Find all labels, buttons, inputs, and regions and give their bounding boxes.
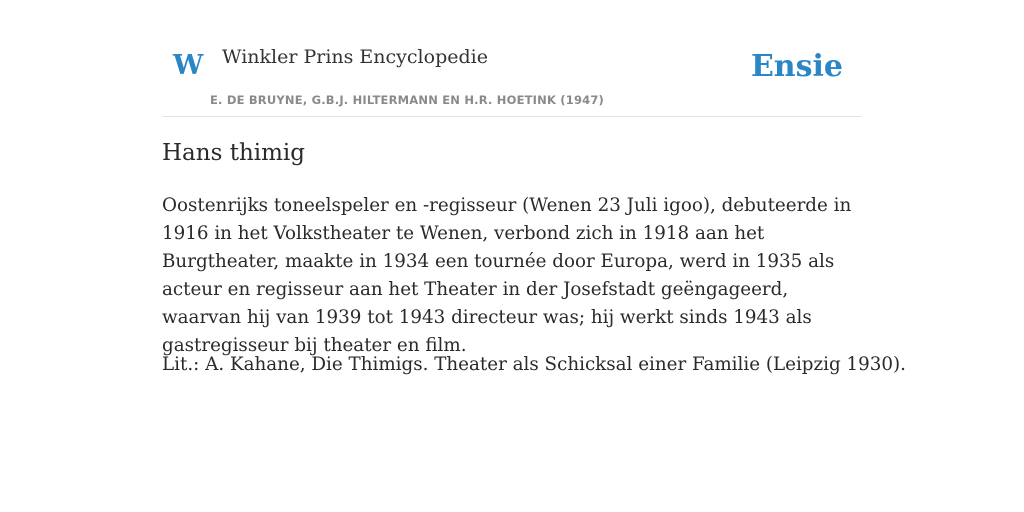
brand-logo-link[interactable]: Ensie (750, 49, 843, 84)
source-logo[interactable]: W (173, 50, 204, 81)
entry-title: Hans thimig (162, 140, 305, 166)
source-authors: E. DE BRUYNE, G.B.J. HILTERMANN EN H.R. HOETINK (1947) (210, 93, 605, 107)
entry-literature: Lit.: A. Kahane, Die Thimigs. Theater als Schicksal einer Familie (Leipzig 1930). (162, 354, 906, 375)
entry-body: Oostenrijks toneelspeler en -regisseur (Wenen 23 Juli igoo), debuteerde in 1916 in het Volkstheater te Wenen, verbond zich in 1918 aan het Burgtheater, maakte in 1934 een tournée door Europa, werd in 1935 als acteur en regisseur aan het Theater in der Josefstadt geëngageerd, waarvan hij van 1939 tot 1943 directeur was; hij werkt sinds 1943 als gastregisseur bij theater en film. (162, 195, 852, 356)
source-title[interactable]: Winkler Prins Encyclopedie (222, 46, 488, 68)
source-header (162, 0, 862, 117)
